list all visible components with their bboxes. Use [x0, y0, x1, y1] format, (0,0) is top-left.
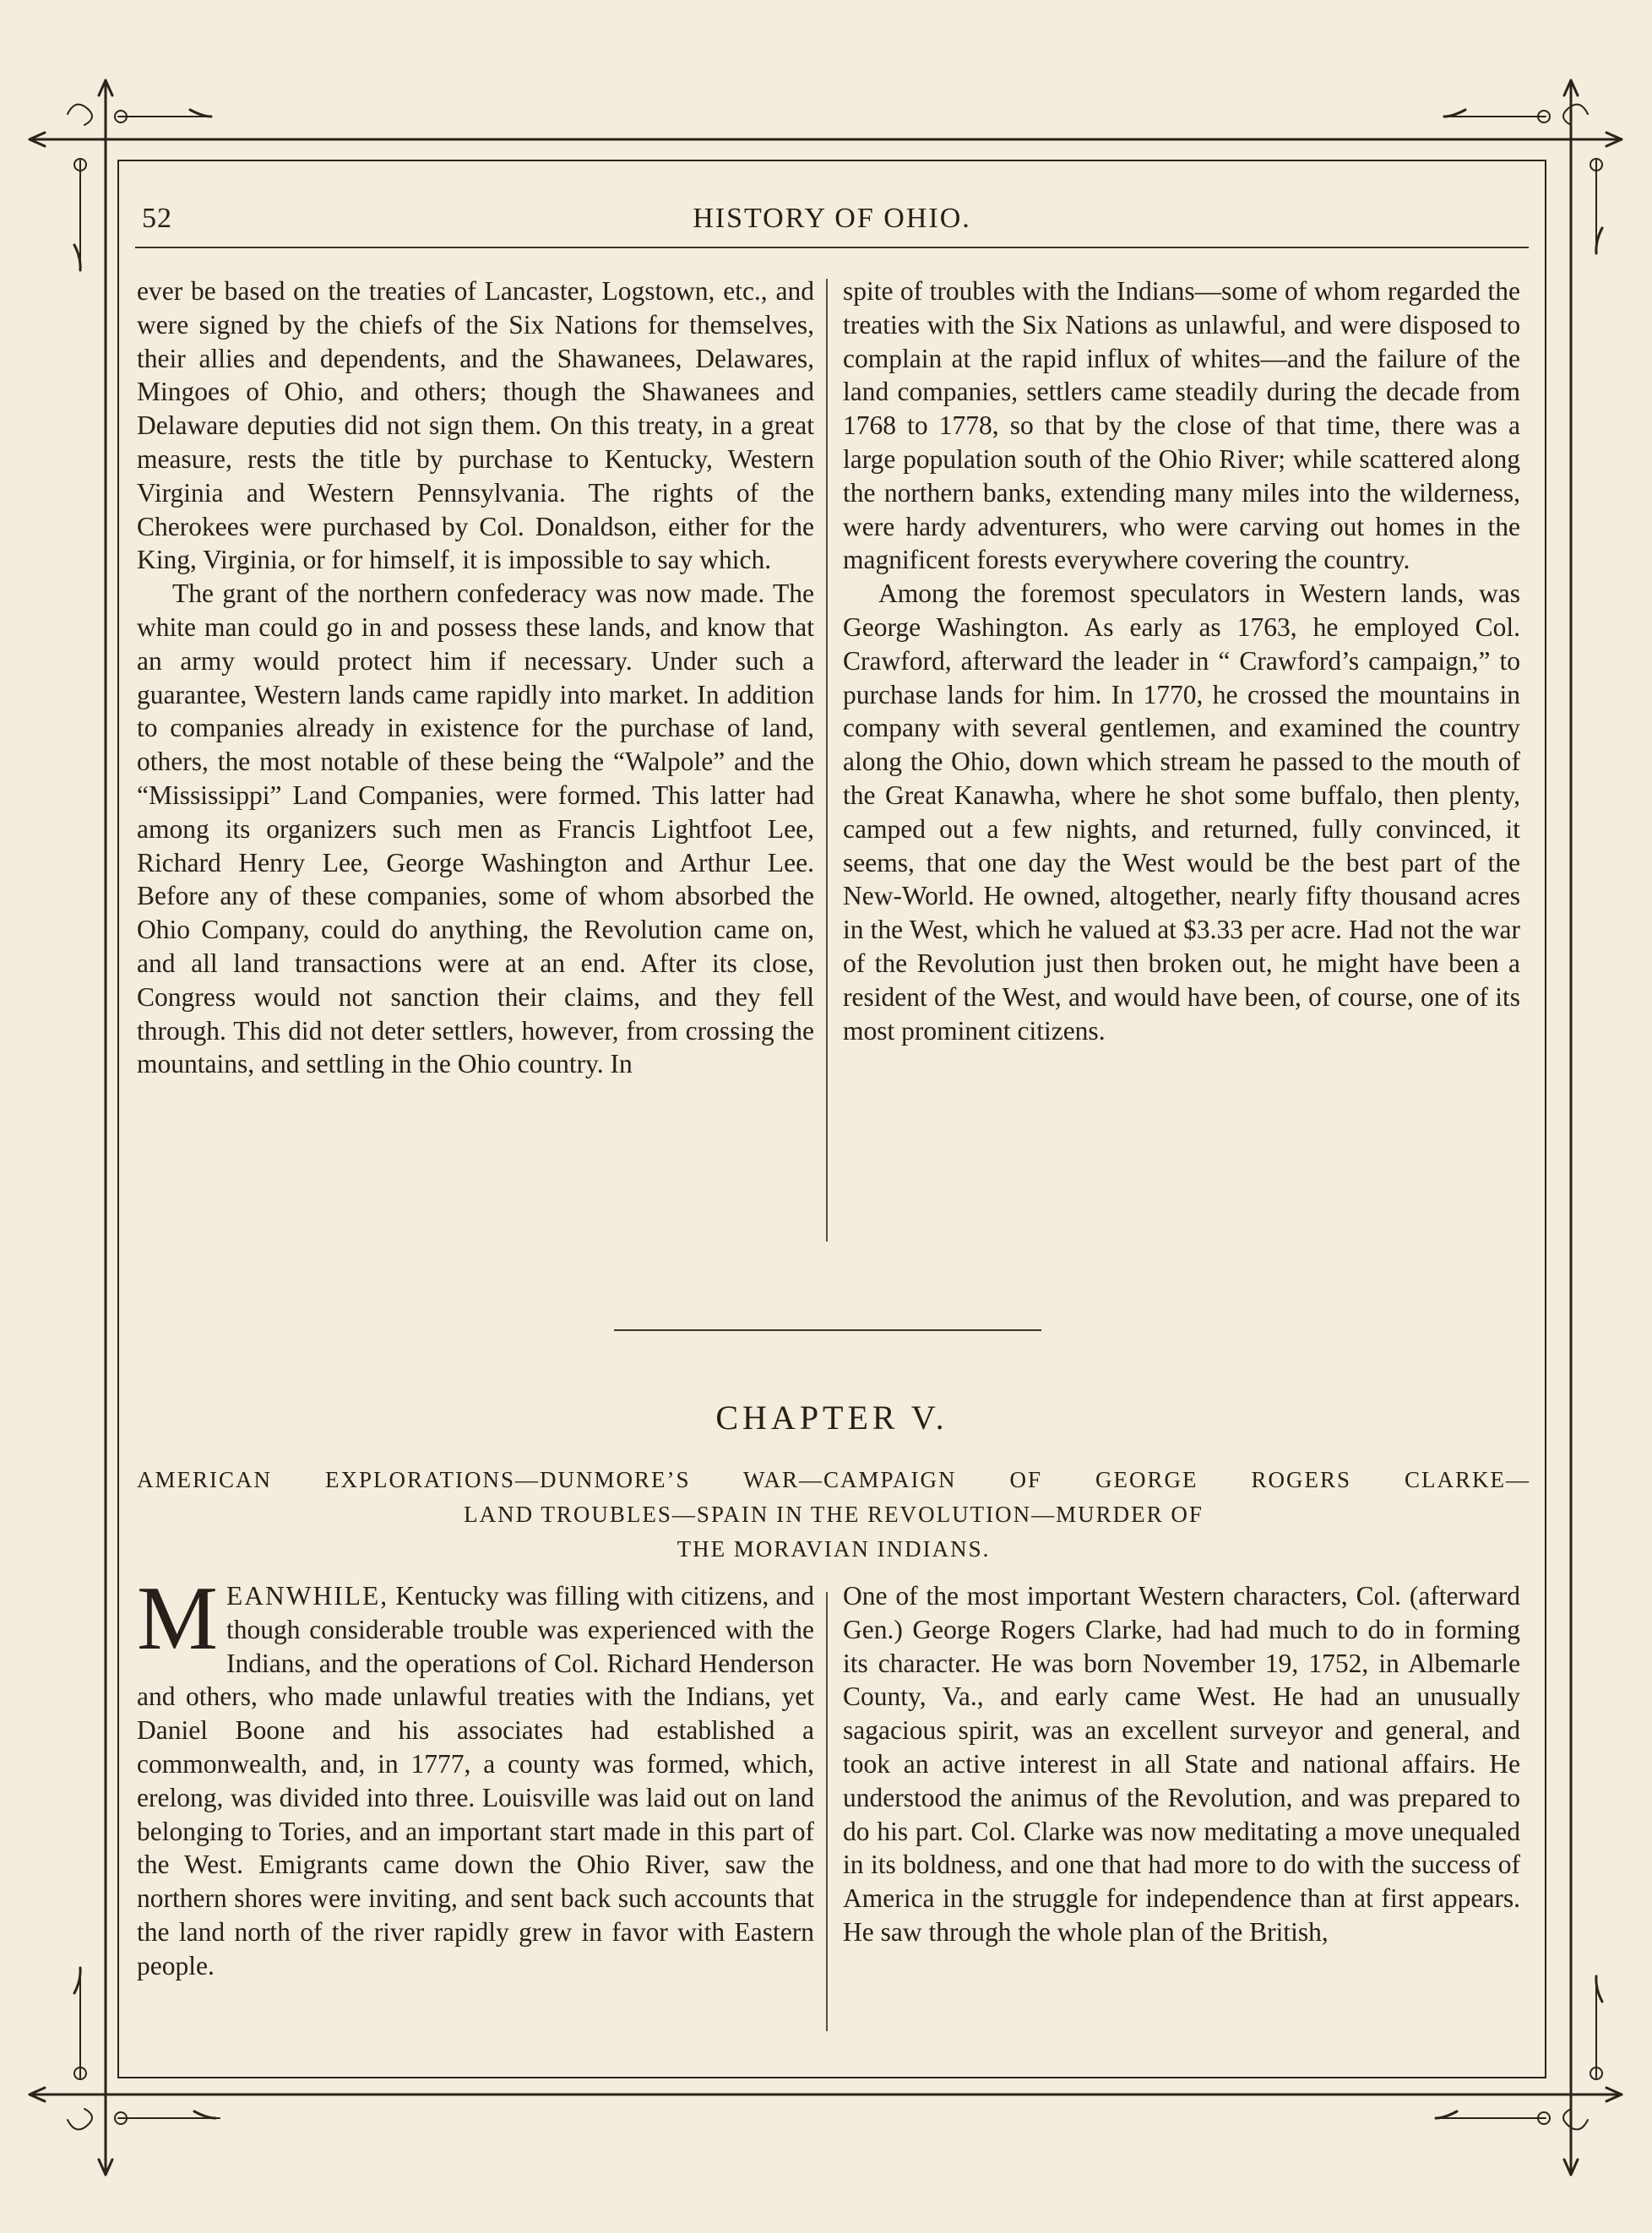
chapter-subtitle	[137, 1463, 1530, 1567]
opening-caps: EANWHILE,	[226, 1581, 389, 1611]
paragraph: ever be based on the treaties of Lancaster, Logstown, etc., and were signed by the chiefs of the Six Nations for themselves, their allies and dependents, and the Shawanees, Delawares, Mingoes of Ohio, and others; though the Shawanees and Delaware deputies did not sign them. On this treaty, in a great measure, rests the title by purchase to Kentucky, Western Virginia and Western Pennsylvania. The rights of the Cherokees were purchased by Col. Donaldson, either for the King, Virginia, or for himself, it is impossible to say which.	[137, 276, 814, 575]
paragraph-text: Kentucky was filling with citizens, and though considerable trouble was experienced with the Indians, and the operations of Col. Richard Henderson and others, who made unlawful treaties with the Indians, yet Daniel Boone and his associates had established a commonwealth, and, in 1777, a county was formed, which, erelong, was divided into three. Louisville was laid out on land belonging to Tories, and an important start made in this part of the West. Emigrants came down the Ohio River, saw the northern shores were inviting, and sent back such accounts that the land north of the river rapidly grew in favor with Eastern people.	[137, 1581, 814, 1980]
chapter-subtitle-line: LAND TROUBLES—SPAIN IN THE REVOLUTION—MURDER OF	[464, 1502, 1204, 1527]
paragraph: Among the foremost speculators in Western lands, was George Washington. As early as 1763, he employed Col. Crawford, afterward the leader in “ Crawford’s campaign,” to purchase lands for him. In 1770, he crossed the mountains in company with several gentlemen, and examined the country along the Ohio, down which stream he passed to the mouth of the Great Kanawha, where he shot some buffalo, then plenty, camped out a few nights, and returned, fully convinced, it seems, that one day the West would be the best part of the New-World. He owned, altogether, nearly fifty thousand acres in the West, which he valued at $3.33 per acre. Had not the war of the Revolution just then broken out, he might have been a resident of the West, and would have been, of course, one of its most prominent citizens.	[843, 579, 1520, 1046]
header-rule	[135, 247, 1529, 248]
upper-right-column	[843, 274, 1520, 1047]
chapter-title: CHAPTER V.	[715, 1399, 948, 1437]
chapter-subtitle-line: THE MORAVIAN INDIANS.	[677, 1536, 991, 1562]
page-title: HISTORY OF OHIO.	[693, 203, 971, 234]
lower-right-column	[843, 1579, 1520, 1949]
paragraph: spite of troubles with the Indians—some of whom regarded the treaties with the Six Nations as unlawful, and were disposed to complain at the rapid influx of whites—and the failure of the land companies, settlers came steadily during the decade from 1768 to 1778, so that by the close of that time, there was a large population south of the Ohio River; while scattered along the northern banks, extending many miles into the wilderness, were hardy adventurers, who were carving out homes in the magnificent forests everywhere covering the country.	[843, 276, 1520, 575]
paragraph: The grant of the northern confederacy was now made. The white man could go in and possess these lands, and know that an army would protect him if necessary. Under such a guarantee, Western lands came rapidly into market. In addition to companies already in existence for the purchase of land, others, the most notable of these being the “Walpole” and the “Mississippi” Land Companies, were formed. This latter had among its organizers such men as Francis Lightfoot Lee, Richard Henry Lee, George Washington and Arthur Lee. Before any of these companies, some of whom absorbed the Ohio Company, could do anything, the Revolution came on, and all land transactions were at an end. After its close, Congress would not sanction their claims, and they fell through. This did not deter settlers, however, from crossing the mountains, and settling in the Ohio country. In	[137, 579, 814, 1079]
section-rule	[614, 1329, 1041, 1331]
running-head	[118, 203, 1546, 236]
page-body	[118, 160, 1546, 2078]
lower-left-column	[137, 1568, 814, 1983]
chapter-subtitle-line: AMERICAN EXPLORATIONS—DUNMORE’S WAR—CAMPAIGN OF GEORGE ROGERS CLARKE—	[137, 1467, 1530, 1492]
paragraph: One of the most important Western characters, Col. (afterward Gen.) George Rogers Clarke, had had much to do in forming its character. He was born November 19, 1752, in Albemarle County, Va., and early came West. He had an unusually sagacious spirit, was an excellent surveyor and general, and took an active interest in all State and national affairs. He understood the animus of the Revolution, and was prepared to do his part. Col. Clarke was now meditating a move unequaled in its boldness, and one that had more to do with the success of America in the struggle for independence than at first appears. He saw through the whole plan of the British,	[843, 1581, 1520, 1947]
column-divider	[826, 1592, 828, 2031]
column-divider	[826, 279, 828, 1241]
paragraph	[137, 1568, 814, 1983]
upper-left-column	[137, 274, 814, 1081]
page-number: 52	[142, 203, 172, 234]
drop-cap: M	[137, 1568, 219, 1669]
